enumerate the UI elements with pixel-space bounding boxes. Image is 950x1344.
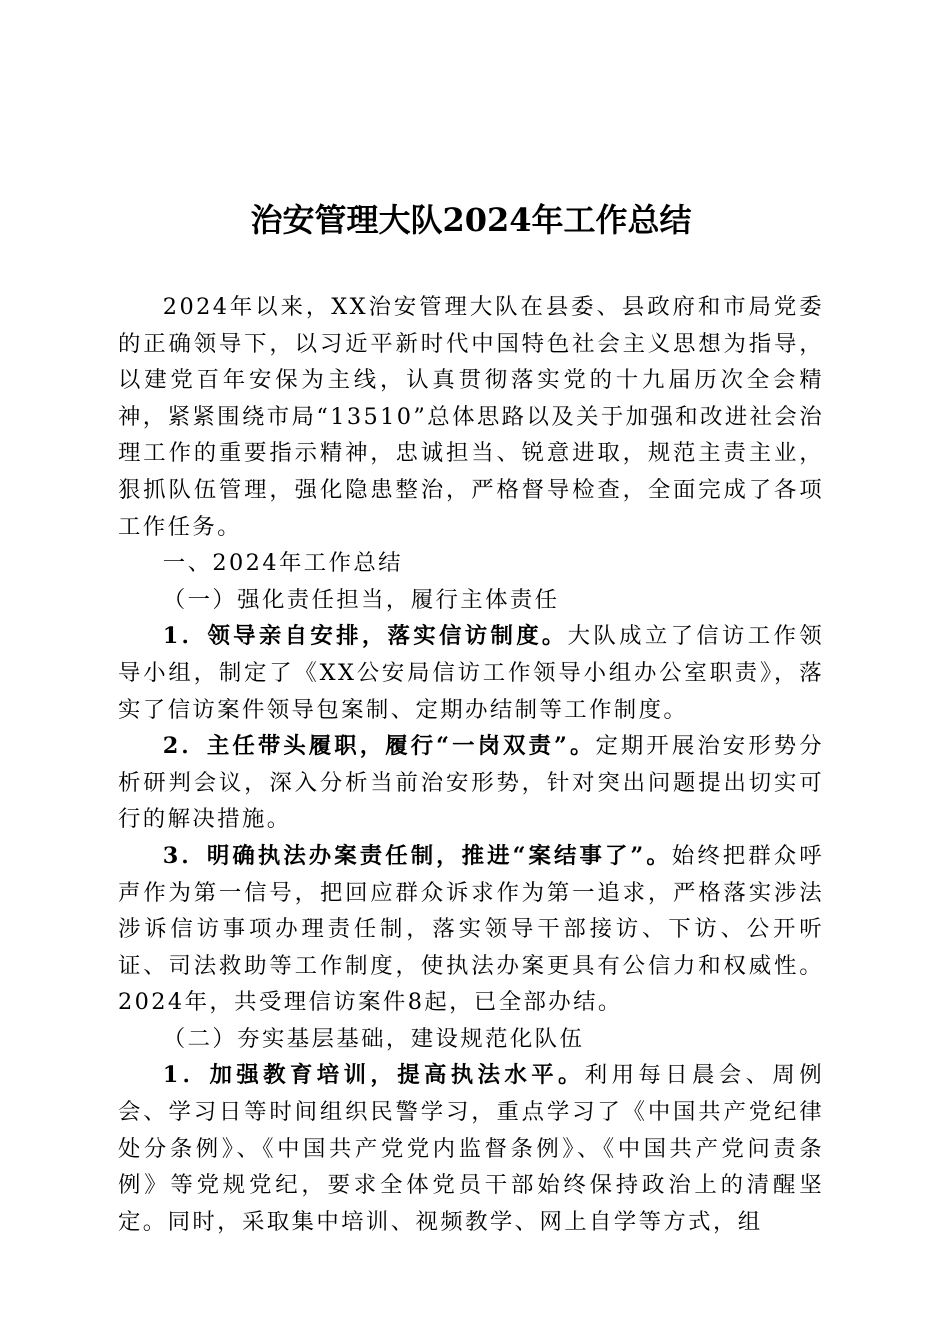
subsection-heading-1: （一）强化责任担当，履行主体责任 — [162, 586, 560, 613]
document-body — [118, 289, 824, 1240]
item-title: 1．加强教育培训，提高执法水平。 — [162, 1062, 585, 1089]
item-paragraph — [118, 838, 824, 1021]
item-title: 3．明确执法办案责任制，推进“案结事了”。 — [162, 842, 672, 869]
item-title: 1．领导亲自安排，落实信访制度。 — [162, 623, 568, 650]
item-title: 2．主任带头履职，履行“一岗双责”。 — [162, 733, 596, 760]
item-paragraph — [118, 618, 824, 728]
item-text: 大队成立了信访工作领导小组，制定了《XX公安局信访工作领导小组办公室职责》，落实了信访案件领导包案制、定期办结制等工作制度。 — [118, 623, 825, 723]
item-paragraph — [118, 728, 824, 838]
section-heading: 一、2024年工作总结 — [162, 550, 403, 577]
item-text: 利用每日晨会、周例会、学习日等时间组织民警学习，重点学习了《中国共产党纪律处分条例》、《中国共产党党内监督条例》、《中国共产党问责条例》等党规党纪，要求全体党员干部始终保持政治上的清醒坚定。同时，采取集中培训、视频教学、网上自学等方式，组 — [118, 1062, 824, 1235]
subsection-heading-2: （二）夯实基层基础，建设规范化队伍 — [162, 1025, 585, 1052]
item-paragraph — [118, 1057, 824, 1240]
item-text: 定期开展治安形势分析研判会议，深入分析当前治安形势，针对突出问题提出切实可行的解决措施。 — [118, 733, 824, 833]
document-title: 治安管理大队2024年工作总结 — [250, 201, 692, 239]
item-text: 始终把群众呼声作为第一信号，把回应群众诉求作为第一追求，严格落实涉法涉诉信访事项办理责任制，落实领导干部接访、下访、公开听证、司法救助等工作制度，使执法办案更具有公信力和权威性。2024年，共受理信访案件8起，已全部办结。 — [118, 842, 824, 1016]
intro-paragraph: 2024年以来，XX治安管理大队在县委、县政府和市局党委的正确领导下，以习近平新时代中国特色社会主义思想为指导，以建党百年安保为主线，认真贯彻落实党的十九届历次全会精神，紧紧围绕市局“13510”总体思路以及关于加强和改进社会治理工作的重要指示精神，忠诚担当、锐意进取，规范主责主业，狠抓队伍管理，强化隐患整治，严格督导检查，全面完成了各项工作任务。 — [118, 294, 824, 540]
